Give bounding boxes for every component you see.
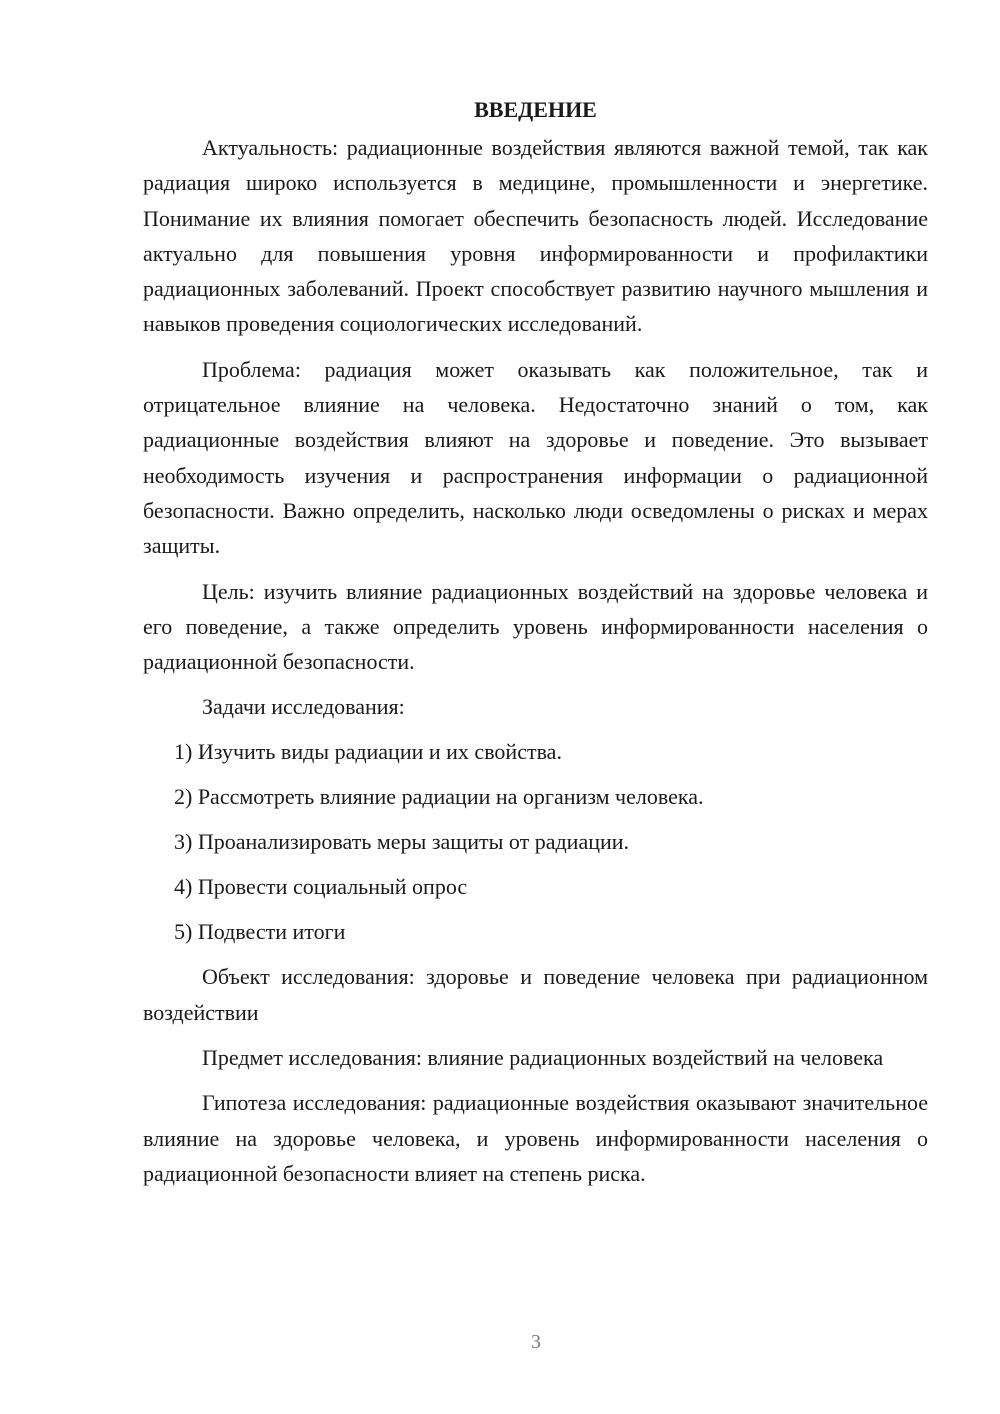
- tasks-heading: Задачи исследования:: [202, 694, 405, 720]
- paragraph-relevance: Актуальность: радиационные воздействия являются важной темой, так как радиация широко используется в медицине, промышленности и энергетике. Понимание их влияния помогает обеспечить безопасность людей. Исследование актуально для повышения уровня информированности и профилактики радиационных заболеваний. Проект способствует развитию научного мышления и навыков проведения социологических исследований.: [143, 135, 928, 337]
- tasks-list: [143, 734, 928, 949]
- page-title: ВВЕДЕНИЕ: [474, 97, 597, 122]
- paragraph-subject: Предмет исследования: влияние радиационных воздействий на человека: [202, 1045, 884, 1071]
- paragraph-hypothesis: Гипотеза исследования: радиационные воздействия оказывают значительное влияние на здоровье человека, и уровень информированности населения о радиационной безопасности влияет на степень риска.: [143, 1090, 928, 1186]
- list-item: 1) Изучить виды радиации и их свойства.: [174, 739, 562, 765]
- paragraph-object: Объект исследования: здоровье и поведение человека при радиационном воздействии: [143, 964, 928, 1025]
- list-item: 5) Подвести итоги: [174, 919, 346, 945]
- paragraph-goal: Цель: изучить влияние радиационных воздействий на здоровье человека и его поведение, а также определить уровень информированности населения о радиационной безопасности.: [143, 578, 928, 675]
- page-number: 3: [531, 1331, 541, 1353]
- list-item: 2) Рассмотреть влияние радиации на организм человека.: [174, 784, 704, 810]
- paragraph-problem: Проблема: радиация может оказывать как положительное, так и отрицательное влияние на человека. Недостаточно знаний о том, как радиационные воздействия влияют на здоровье и поведение. Это вызывает необходимость изучения и распространения информации о радиационной безопасности. Важно определить, насколько люди осведомлены о рисках и мерах защиты.: [143, 356, 928, 559]
- list-item: 3) Проанализировать меры защиты от радиации.: [174, 829, 630, 855]
- document-page: [143, 92, 928, 1201]
- list-item: 4) Провести социальный опрос: [174, 874, 468, 900]
